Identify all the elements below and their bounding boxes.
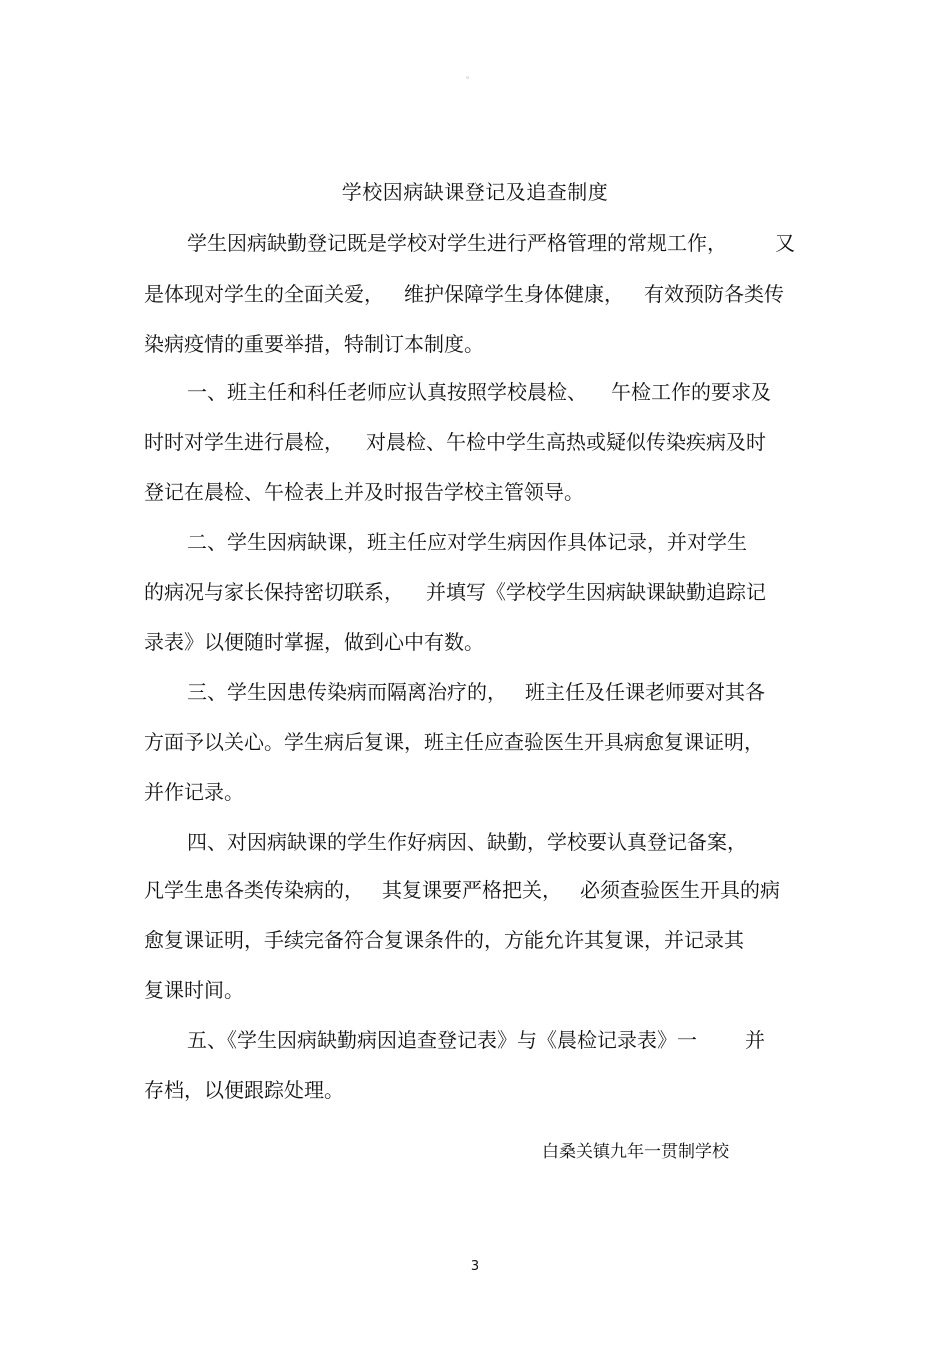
p2-line-2-text-b: 并填写《学校学生因病缺课缺勤追踪记 [426, 580, 766, 604]
page-number: 3 [470, 1259, 480, 1274]
p2-line-2 [144, 577, 766, 607]
p1-line-2-text-a: 时时对学生进行晨检， [144, 430, 344, 454]
p2-line-1-text: 二、学生因病缺课，班主任应对学生病因作具体记录，并对学生 [187, 530, 747, 554]
top-mark: 。 [466, 71, 476, 81]
p5-line-2 [144, 1075, 344, 1105]
p2-line-2-text-a: 的病况与家长保持密切联系， [144, 580, 404, 604]
p2-line-3 [144, 627, 484, 657]
p4-line-3-text: 愈复课证明，手续完备符合复课条件的，方能允许其复课，并记录其 [144, 928, 744, 952]
p2-line-3-text: 录表》以便随时掌握，做到心中有数。 [144, 630, 484, 654]
intro-line-3-text: 染病疫情的重要举措，特制订本制度。 [144, 332, 484, 356]
p3-line-2 [144, 727, 764, 757]
intro-line-1-text-a: 学生因病缺勤登记既是学校对学生进行严格管理的常规工作， [187, 231, 727, 255]
p4-line-1 [187, 827, 747, 857]
p4-line-2-text-a: 凡学生患各类传染病的， [144, 878, 364, 902]
p3-line-1 [187, 677, 765, 707]
intro-line-1-text-b: 又 [775, 231, 795, 255]
p5-line-1-text-a: 五、《学生因病缺勤病因追查登记表》与《晨检记录表》一 [187, 1028, 697, 1052]
p3-line-1-text-a: 三、学生因患传染病而隔离治疗的， [187, 680, 507, 704]
p5-line-1-text-b: 并 [745, 1028, 765, 1052]
p3-line-3-text: 并作记录。 [144, 780, 244, 804]
intro-line-3 [144, 329, 484, 359]
p1-line-2-text-b: 对晨检、午检中学生高热或疑似传染疾病及时 [366, 430, 766, 454]
p5-line-2-text: 存档，以便跟踪处理。 [144, 1078, 344, 1102]
p5-line-1 [187, 1025, 765, 1055]
p1-line-3 [144, 477, 584, 507]
p1-line-1 [187, 377, 771, 407]
intro-line-2-text-a: 是体现对学生的全面关爱， [144, 282, 384, 306]
p4-line-2-text-b: 其复课要严格把关， [382, 878, 562, 902]
intro-line-2-text-c: 有效预防各类传 [644, 282, 784, 306]
p1-line-1-text-a: 一、班主任和科任老师应认真按照学校晨检、 [187, 380, 587, 404]
p4-line-2 [144, 875, 780, 905]
p4-line-4 [144, 975, 244, 1005]
intro-line-2 [144, 279, 784, 309]
p1-line-3-text: 登记在晨检、午检表上并及时报告学校主管领导。 [144, 480, 584, 504]
p3-line-2-text: 方面予以关心。学生病后复课，班主任应查验医生开具病愈复课证明， [144, 730, 764, 754]
signature: 白桑关镇九年一贯制学校 [542, 1142, 729, 1162]
p2-line-1 [187, 527, 747, 557]
p4-line-4-text: 复课时间。 [144, 978, 244, 1002]
p4-line-2-text-c: 必须查验医生开具的病 [580, 878, 780, 902]
document-title: 学校因病缺课登记及追查制度 [341, 180, 609, 204]
p3-line-1-text-b: 班主任及任课老师要对其各 [525, 680, 765, 704]
p4-line-1-text: 四、对因病缺课的学生作好病因、缺勤，学校要认真登记备案， [187, 830, 747, 854]
intro-line-1 [187, 228, 795, 258]
p1-line-2 [144, 427, 766, 457]
intro-line-2-text-b: 维护保障学生身体健康， [404, 282, 624, 306]
p4-line-3 [144, 925, 744, 955]
p1-line-1-text-b: 午检工作的要求及 [611, 380, 771, 404]
p3-line-3 [144, 777, 244, 807]
